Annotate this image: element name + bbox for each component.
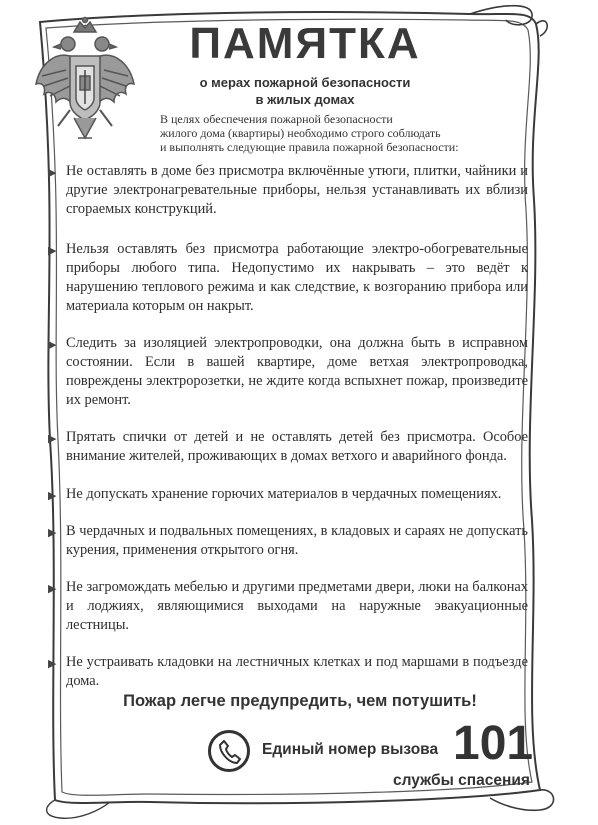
rule-text: Не допускать хранение горючих материалов в чердачных помещениях. (66, 486, 502, 502)
rule-item (48, 428, 528, 466)
rule-item (48, 162, 528, 219)
hotline-label: Единый номер вызова (262, 741, 439, 758)
triangle-bullet-icon: ▶ (48, 658, 57, 670)
subtitle (160, 74, 450, 108)
rule-item (48, 485, 528, 504)
triangle-bullet-icon: ▶ (48, 527, 57, 539)
intro-line: жилого дома (квартиры) необходимо строго соблюдать (160, 126, 441, 140)
rule-text: Нельзя оставлять без присмотра работающие электро-обогревательные приборы любого типа. Недопустимо их накрывать – это ведёт к нарушению теплового режима и как следствие, к возгоранию прибора или материала которым он накрыт. (66, 241, 528, 314)
subtitle-line: о мерах пожарной безопасности (199, 75, 411, 90)
slogan: Пожар легче предупредить, чем потушить! (123, 692, 477, 710)
rule-text: Не устраивать кладовки на лестничных клетках и под маршами в подъезде дома. (66, 654, 528, 689)
page-title: ПАМЯТКА (189, 19, 421, 68)
rule-item (48, 240, 528, 316)
rule-text: Прятать спички от детей и не оставлять детей без присмотра. Особое внимание жителей, проживающих в домах ветхого и аварийного фонда. (66, 429, 528, 464)
service-label: службы спасения (393, 772, 530, 789)
triangle-bullet-icon: ▶ (48, 167, 57, 179)
triangle-bullet-icon: ▶ (48, 583, 57, 595)
triangle-bullet-icon: ▶ (48, 433, 57, 445)
rule-text: Не загромождать мебелью и другими предметами двери, люки на балконах и лоджиях, являющимися выходами на наружные эвакуационные лестницы. (66, 579, 528, 633)
triangle-bullet-icon: ▶ (48, 339, 57, 351)
rule-text: В чердачных и подвальных помещениях, в кладовых и сараях не допускать курения, применения открытого огня. (66, 523, 528, 558)
triangle-bullet-icon: ▶ (48, 490, 57, 502)
intro-paragraph (160, 112, 540, 154)
double-headed-eagle-emblem-icon (30, 14, 140, 154)
rules-list (48, 162, 528, 691)
rule-item (48, 334, 528, 410)
rule-item (48, 653, 528, 691)
intro-line: и выполнять следующие правила пожарной безопасности: (160, 140, 459, 154)
rule-item (48, 522, 528, 560)
triangle-bullet-icon: ▶ (48, 245, 57, 257)
rule-item (48, 578, 528, 635)
hotline-number: 101 (453, 717, 534, 770)
intro-line: В целях обеспечения пожарной безопасности (160, 112, 393, 126)
subtitle-line: в жилых домах (255, 92, 355, 107)
rule-text: Не оставлять в доме без присмотра включённые утюги, плитки, чайники и другие электронагревательные приборы, нельзя устанавливать их вблизи сгораемых конструкций. (66, 163, 528, 217)
rule-text: Следить за изоляцией электропроводки, она должна быть в исправном состоянии. Если в вашей квартире, доме ветхая электропроводка, повреждены электророзетки, не ждите когда вспыхнет пожар, произведите их ремонт. (66, 335, 528, 408)
phone-handset-icon (208, 730, 250, 772)
